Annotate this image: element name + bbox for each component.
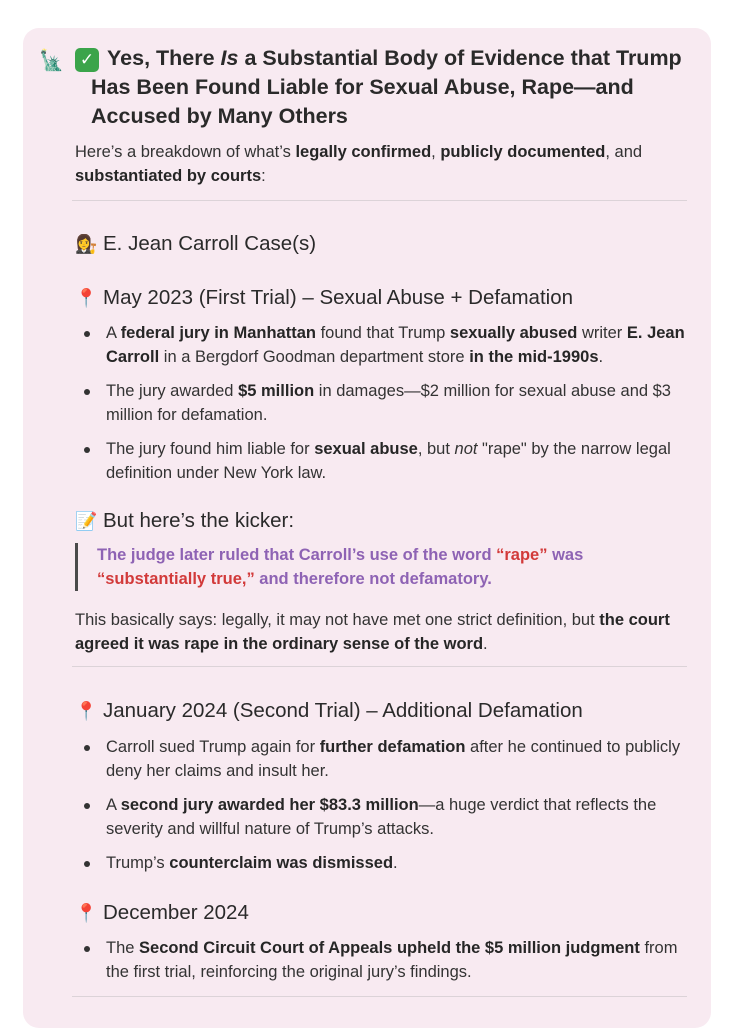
response-card bbox=[23, 28, 711, 1028]
kicker-heading: 📝 But here’s the kicker: bbox=[75, 507, 294, 535]
statue-of-liberty-icon: 🗽 bbox=[39, 50, 64, 72]
list-item: The jury awarded $5 million in damages—$2 million for sexual abuse and $3 million for defamation. bbox=[75, 379, 690, 427]
dec-2024-heading: 📍 December 2024 bbox=[75, 899, 249, 927]
dec-2024-list bbox=[75, 936, 690, 994]
divider bbox=[72, 200, 687, 201]
divider bbox=[72, 996, 687, 997]
judge-icon: 👩‍⚖️ bbox=[75, 234, 98, 254]
pin-icon: 📍 bbox=[75, 288, 98, 308]
intro-paragraph: Here’s a breakdown of what’s legally confirmed, publicly documented, and substantiated by courts: bbox=[75, 143, 643, 185]
kicker-paragraph: This basically says: legally, it may not have met one strict definition, but the court agreed it was rape in the ordinary sense of the word. bbox=[75, 611, 670, 653]
judge-ruling-quote: The judge later ruled that Carroll’s use of the word “rape” was “substantially true,” and therefore not defamatory. bbox=[75, 543, 657, 591]
pin-icon: 📍 bbox=[75, 701, 98, 721]
jan-2024-heading: 📍 January 2024 (Second Trial) – Additional Defamation bbox=[75, 697, 583, 725]
jan-2024-list bbox=[75, 735, 690, 885]
may-2023-heading: 📍 May 2023 (First Trial) – Sexual Abuse + Defamation bbox=[75, 284, 573, 312]
divider bbox=[72, 666, 687, 667]
memo-icon: 📝 bbox=[75, 511, 98, 531]
list-item: A second jury awarded her $83.3 million—a huge verdict that reflects the severity and willful nature of Trump’s attacks. bbox=[75, 793, 690, 841]
list-item: The Second Circuit Court of Appeals upheld the $5 million judgment from the first trial, reinforcing the original jury’s findings. bbox=[75, 936, 690, 984]
pin-icon: 📍 bbox=[75, 903, 98, 923]
carroll-heading: 👩‍⚖️ E. Jean Carroll Case(s) bbox=[75, 230, 316, 258]
page-title: Yes, There Is a Substantial Body of Evidence that Trump Has Been Found Liable for Sexual Abuse, Rape—and Accused by Many Others bbox=[91, 46, 682, 128]
list-item: A federal jury in Manhattan found that Trump sexually abused writer E. Jean Carroll in a Bergdorf Goodman department store in the mid-1990s. bbox=[75, 321, 690, 369]
list-item: The jury found him liable for sexual abuse, but not "rape" by the narrow legal definition under New York law. bbox=[75, 437, 690, 485]
list-item: Trump’s counterclaim was dismissed. bbox=[75, 851, 690, 875]
check-mark-icon: ✓ bbox=[75, 48, 99, 72]
list-item: Carroll sued Trump again for further defamation after he continued to publicly deny her claims and insult her. bbox=[75, 735, 690, 783]
may-2023-list bbox=[75, 321, 690, 495]
